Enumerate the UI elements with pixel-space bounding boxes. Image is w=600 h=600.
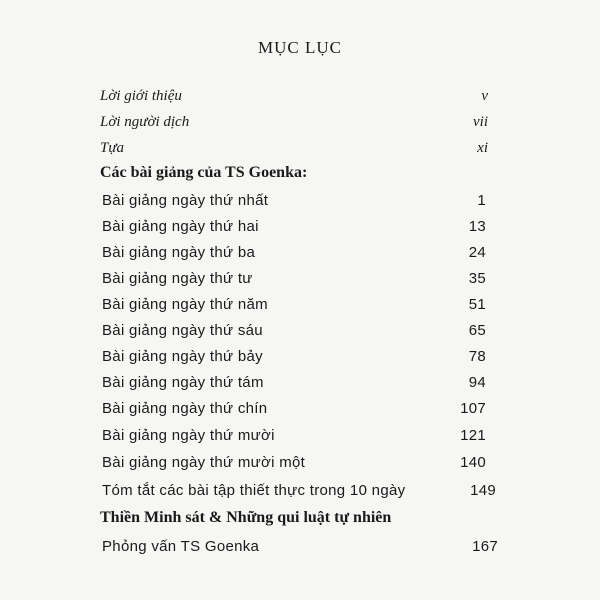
toc-entry-page: 24 xyxy=(468,244,486,261)
toc-entry-label: Tựa xyxy=(100,140,125,156)
toc-entry-label: Lời người dịch xyxy=(100,114,190,130)
toc-entry-page: 140 xyxy=(460,454,486,471)
toc-entry-label: Bài giảng ngày thứ hai xyxy=(102,218,259,235)
toc-entry-label: Bài giảng ngày thứ bảy xyxy=(102,348,263,365)
section-heading-label: Các bài giảng của TS Goenka: xyxy=(100,164,308,181)
toc-entry-page: 35 xyxy=(468,270,486,287)
toc-entry-label: Bài giảng ngày thứ ba xyxy=(102,244,256,261)
toc-entry-lecture-8 xyxy=(100,374,500,398)
toc-entry-label: Tóm tắt các bài tập thiết thực trong 10 ngày xyxy=(102,482,406,499)
toc-entry-summary xyxy=(100,482,500,506)
toc-entry-lecture-5 xyxy=(100,296,500,320)
toc-entry-front-3 xyxy=(100,140,500,164)
toc-entry-page: 94 xyxy=(468,374,486,391)
toc-entry-page: 1 xyxy=(477,192,486,209)
section-heading-vipassana xyxy=(100,509,500,533)
toc-entry-page: 51 xyxy=(468,296,486,313)
toc-entry-interview xyxy=(100,538,500,562)
toc-entry-label: Phỏng vấn TS Goenka xyxy=(102,538,260,555)
toc-entry-page: 149 xyxy=(470,482,496,499)
section-heading-lectures xyxy=(100,164,500,188)
toc-entry-page: 78 xyxy=(468,348,486,365)
toc-entry-lecture-3 xyxy=(100,244,500,268)
toc-entry-page: vii xyxy=(473,114,488,130)
toc-entry-label: Bài giảng ngày thứ năm xyxy=(102,296,268,313)
toc-entry-page: 13 xyxy=(468,218,486,235)
toc-entry-page: 167 xyxy=(472,538,498,555)
toc-entry-label: Bài giảng ngày thứ sáu xyxy=(102,322,263,339)
toc-entry-label: Bài giảng ngày thứ mười một xyxy=(102,454,306,471)
toc-entry-lecture-6 xyxy=(100,322,500,346)
toc-entry-lecture-2 xyxy=(100,218,500,242)
toc-entry-label: Bài giảng ngày thứ tư xyxy=(102,270,253,287)
toc-entry-lecture-11 xyxy=(100,454,500,478)
toc-entry-lecture-9 xyxy=(100,400,500,424)
toc-entry-lecture-4 xyxy=(100,270,500,294)
toc-entry-label: Bài giảng ngày thứ nhất xyxy=(102,192,269,209)
toc-entry-page: 107 xyxy=(460,400,486,417)
toc-entry-page: v xyxy=(481,88,488,104)
toc-entry-page: 65 xyxy=(468,322,486,339)
toc-entry-label: Bài giảng ngày thứ mười xyxy=(102,427,275,444)
toc-entry-lecture-7 xyxy=(100,348,500,372)
toc-entry-lecture-10 xyxy=(100,427,500,451)
toc-entry-label: Lời giới thiệu xyxy=(100,88,182,104)
page-title: MỤC LỤC xyxy=(258,38,342,57)
toc-entry-front-1 xyxy=(100,88,500,112)
toc-entry-lecture-1 xyxy=(100,192,500,216)
toc-entry-front-2 xyxy=(100,114,500,138)
toc-entry-page: xi xyxy=(477,140,488,156)
toc-entry-label: Bài giảng ngày thứ tám xyxy=(102,374,264,391)
toc-entry-label: Bài giảng ngày thứ chín xyxy=(102,400,268,417)
toc-entry-page: 121 xyxy=(460,427,486,444)
section-heading-label: Thiền Minh sát & Những qui luật tự nhiên xyxy=(100,509,392,526)
